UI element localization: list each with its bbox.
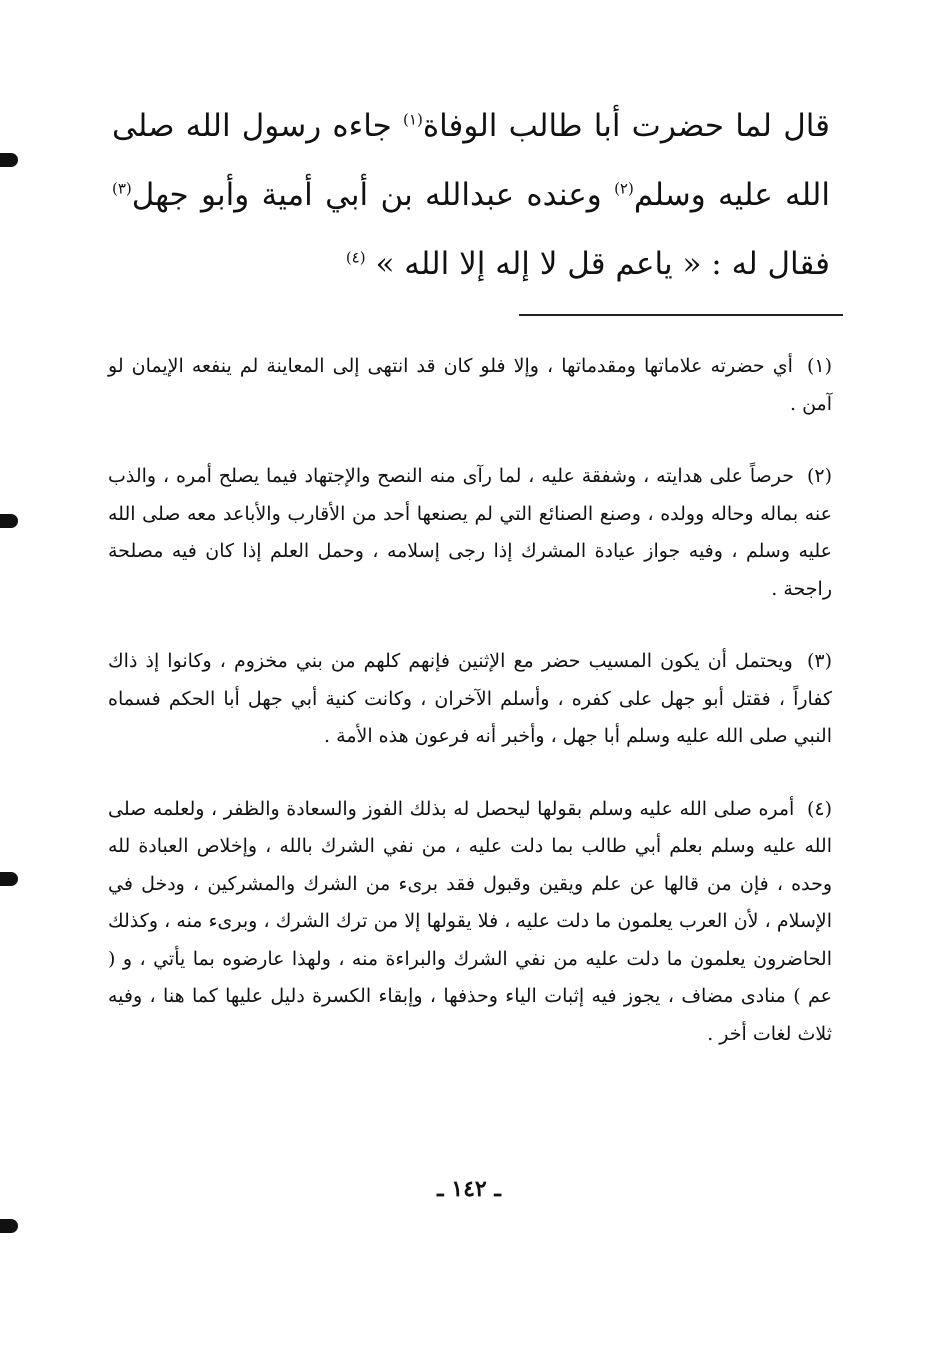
footnote-4 [108,791,832,1054]
footnote-1 [108,348,832,423]
footnote-text: أي حضرته علاماتها ومقدماتها ، وإلا فلو كان قد انتهى إلى المعاينة لم ينفعه الإيمان لو آمن . [108,355,832,415]
footnote-text: ويحتمل أن يكون المسيب حضر مع الإثنين فإنهم كلهم من بني مخزوم ، وكانوا إذ ذاك كفاراً ، فقتل أبو جهل على كفره ، وأسلم الآخران ، وكانت كنية أبي جهل أبا الحكم فسماه النبي صلى الله عليه وسلم أبا جهل ، وأخبر أنه فرعون هذه الأمة . [108,650,832,747]
footnote-text: أمره صلى الله عليه وسلم بقولها ليحصل له بذلك الفوز والسعادة والظفر ، ولعلمه صلى الله عليه وسلم بعلم أبي طالب بما دلت عليه ، من نفي الشرك بالله ، وإخلاص العبادة لله وحده ، فإن من قالها عن علم ويقين وقبول فقد برىء من الشرك والمشركين ، ودخل في الإسلام ، لأن العرب يعلمون ما دلت عليه ، فلا يقولها إلا من ترك الشرك ، وبرىء منه ، وكذلك الحاضرون يعلمون ما دلت عليه من نفي الشرك والبراءة منه ، ولهذا عارضوه بما يأتي ، و ( عم ) منادى مضاف ، يجوز فيه إثبات الياء وحذفها ، وإبقاء الكسرة دليل عليها كما هنا ، وفيه ثلاث لغات أخر . [108,797,832,1045]
footnote-ref-1: (١) [403,110,423,129]
footnote-number: (٢) [806,465,833,487]
binding-mark [0,872,18,886]
hadith-part-2: جاءه رسول الله صلى الله عليه وسلم [112,108,830,213]
hadith-paragraph [112,92,830,299]
footnote-number: (٣) [806,650,832,672]
binding-mark [0,153,18,167]
footnote-3 [108,643,832,756]
footnote-ref-2: (٢) [614,179,634,198]
binding-mark [0,514,18,528]
footnotes-section [108,348,832,1053]
page-number: ـ ١٤٢ ـ [437,1176,501,1202]
footnote-number: (٤) [806,797,832,820]
footnote-separator [519,314,843,316]
footnote-2 [108,458,832,608]
hadith-part-3: وعنده عبدالله بن أبي أمية وأبو جهل [131,177,615,213]
hadith-part-4: فقال له : « ياعم قل لا إله إلا الله » [375,246,830,282]
footnote-number: (١) [806,355,832,377]
footnote-text: حرصاً على هدايته ، وشفقة عليه ، لما رآى منه النصح والإجتهاد فيما يصلح أمره ، والذب عنه بماله وحاله وولده ، وصنع الصنائع التي لم يصنعها أحد من الأقارب والأباعد معه صلى الله عليه وسلم ، وفيه جواز عيادة المشرك إذا رجى إسلامه ، وحمل العلم إذا كان فيه مصلحة راجحة . [108,465,832,600]
footnote-ref-3: (٣) [112,179,132,198]
hadith-text [112,92,830,299]
hadith-part-1: قال لما حضرت أبا طالب الوفاة [422,108,830,144]
binding-mark [0,1219,18,1233]
footnote-ref-4: (٤) [345,248,366,267]
